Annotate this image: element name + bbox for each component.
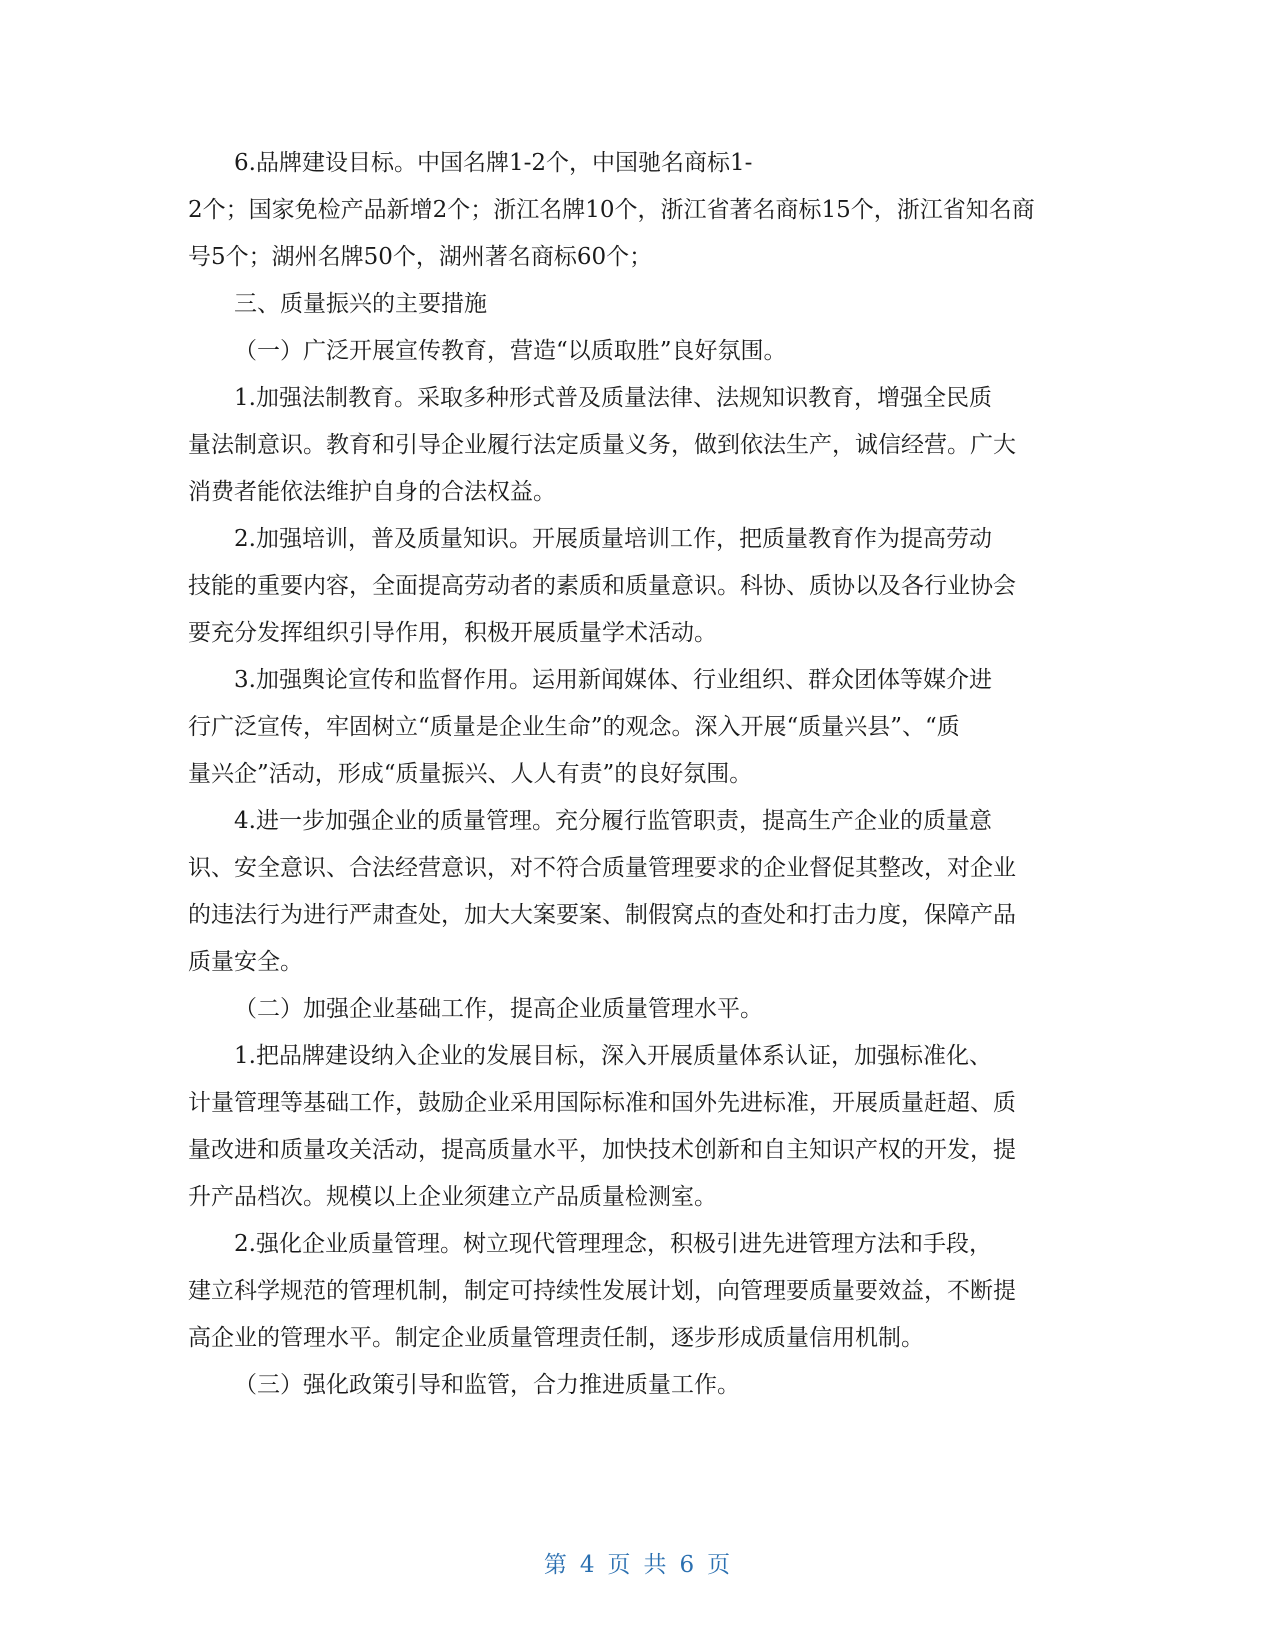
text-line: 1.把品牌建设纳入企业的发展目标，深入开展质量体系认证，加强标准化、 <box>234 1043 992 1069</box>
text-line: 识、安全意识、合法经营意识，对不符合质量管理要求的企业督促其整改，对企业 <box>188 855 1016 881</box>
subsection-heading: （二）加强企业基础工作，提高企业质量管理水平。 <box>234 996 763 1022</box>
text-line: 要充分发挥组织引导作用，积极开展质量学术活动。 <box>188 620 717 646</box>
text-line: 升产品档次。规模以上企业须建立产品质量检测室。 <box>188 1184 717 1210</box>
text-line: 号5个；湖州名牌50个，湖州著名商标60个； <box>188 244 653 270</box>
text-line: 的违法行为进行严肃查处，加大大案要案、制假窝点的查处和打击力度，保障产品 <box>188 902 1016 928</box>
text-line: 量改进和质量攻关活动，提高质量水平，加快技术创新和自主知识产权的开发，提 <box>188 1137 1016 1163</box>
text-line: 3.加强舆论宣传和监督作用。运用新闻媒体、行业组织、群众团体等媒介进 <box>234 667 992 693</box>
section-heading: 三、质量振兴的主要措施 <box>234 291 487 317</box>
document-body <box>188 140 1088 1409</box>
text-line: 计量管理等基础工作，鼓励企业采用国际标准和国外先进标准，开展质量赶超、质 <box>188 1090 1016 1116</box>
footer-di: 第 <box>543 1552 568 1578</box>
footer-page-number: 4 <box>579 1552 596 1578</box>
text-line: 2个；国家免检产品新增2个；浙江名牌10个，浙江省著名商标15个，浙江省知名商 <box>188 197 1035 223</box>
text-line: 量法制意识。教育和引导企业履行法定质量义务，做到依法生产，诚信经营。广大 <box>188 432 1016 458</box>
text-line: 技能的重要内容，全面提高劳动者的素质和质量意识。科协、质协以及各行业协会 <box>188 573 1016 599</box>
text-line: 建立科学规范的管理机制，制定可持续性发展计划，向管理要质量要效益，不断提 <box>188 1278 1016 1304</box>
text-line: 量兴企”活动，形成“质量振兴、人人有责”的良好氛围。 <box>188 761 753 787</box>
text-line: 2.加强培训，普及质量知识。开展质量培训工作，把质量教育作为提高劳动 <box>234 526 992 552</box>
footer-total-pages: 6 <box>679 1552 696 1578</box>
text-line: 消费者能依法维护自身的合法权益。 <box>188 479 556 505</box>
text-line: 4.进一步加强企业的质量管理。充分履行监管职责，提高生产企业的质量意 <box>234 808 992 834</box>
subsection-heading: （三）强化政策引导和监管，合力推进质量工作。 <box>234 1372 740 1398</box>
footer-ye2: 页 <box>707 1552 732 1578</box>
text-line: 质量安全。 <box>188 949 303 975</box>
text-line: 行广泛宣传，牢固树立“质量是企业生命”的观念。深入开展“质量兴县”、“质 <box>188 714 960 740</box>
footer-gong: 共 <box>643 1552 668 1578</box>
text-line: 1.加强法制教育。采取多种形式普及质量法律、法规知识教育，增强全民质 <box>234 385 992 411</box>
footer-ye: 页 <box>607 1552 632 1578</box>
text-line: 6.品牌建设目标。中国名牌1-2个，中国驰名商标1- <box>234 150 753 176</box>
text-line: 高企业的管理水平。制定企业质量管理责任制，逐步形成质量信用机制。 <box>188 1325 924 1351</box>
page-footer <box>0 1546 1275 1579</box>
subsection-heading: （一）广泛开展宣传教育，营造“以质取胜”良好氛围。 <box>234 338 787 364</box>
text-line: 2.强化企业质量管理。树立现代管理理念，积极引进先进管理方法和手段， <box>234 1231 992 1257</box>
